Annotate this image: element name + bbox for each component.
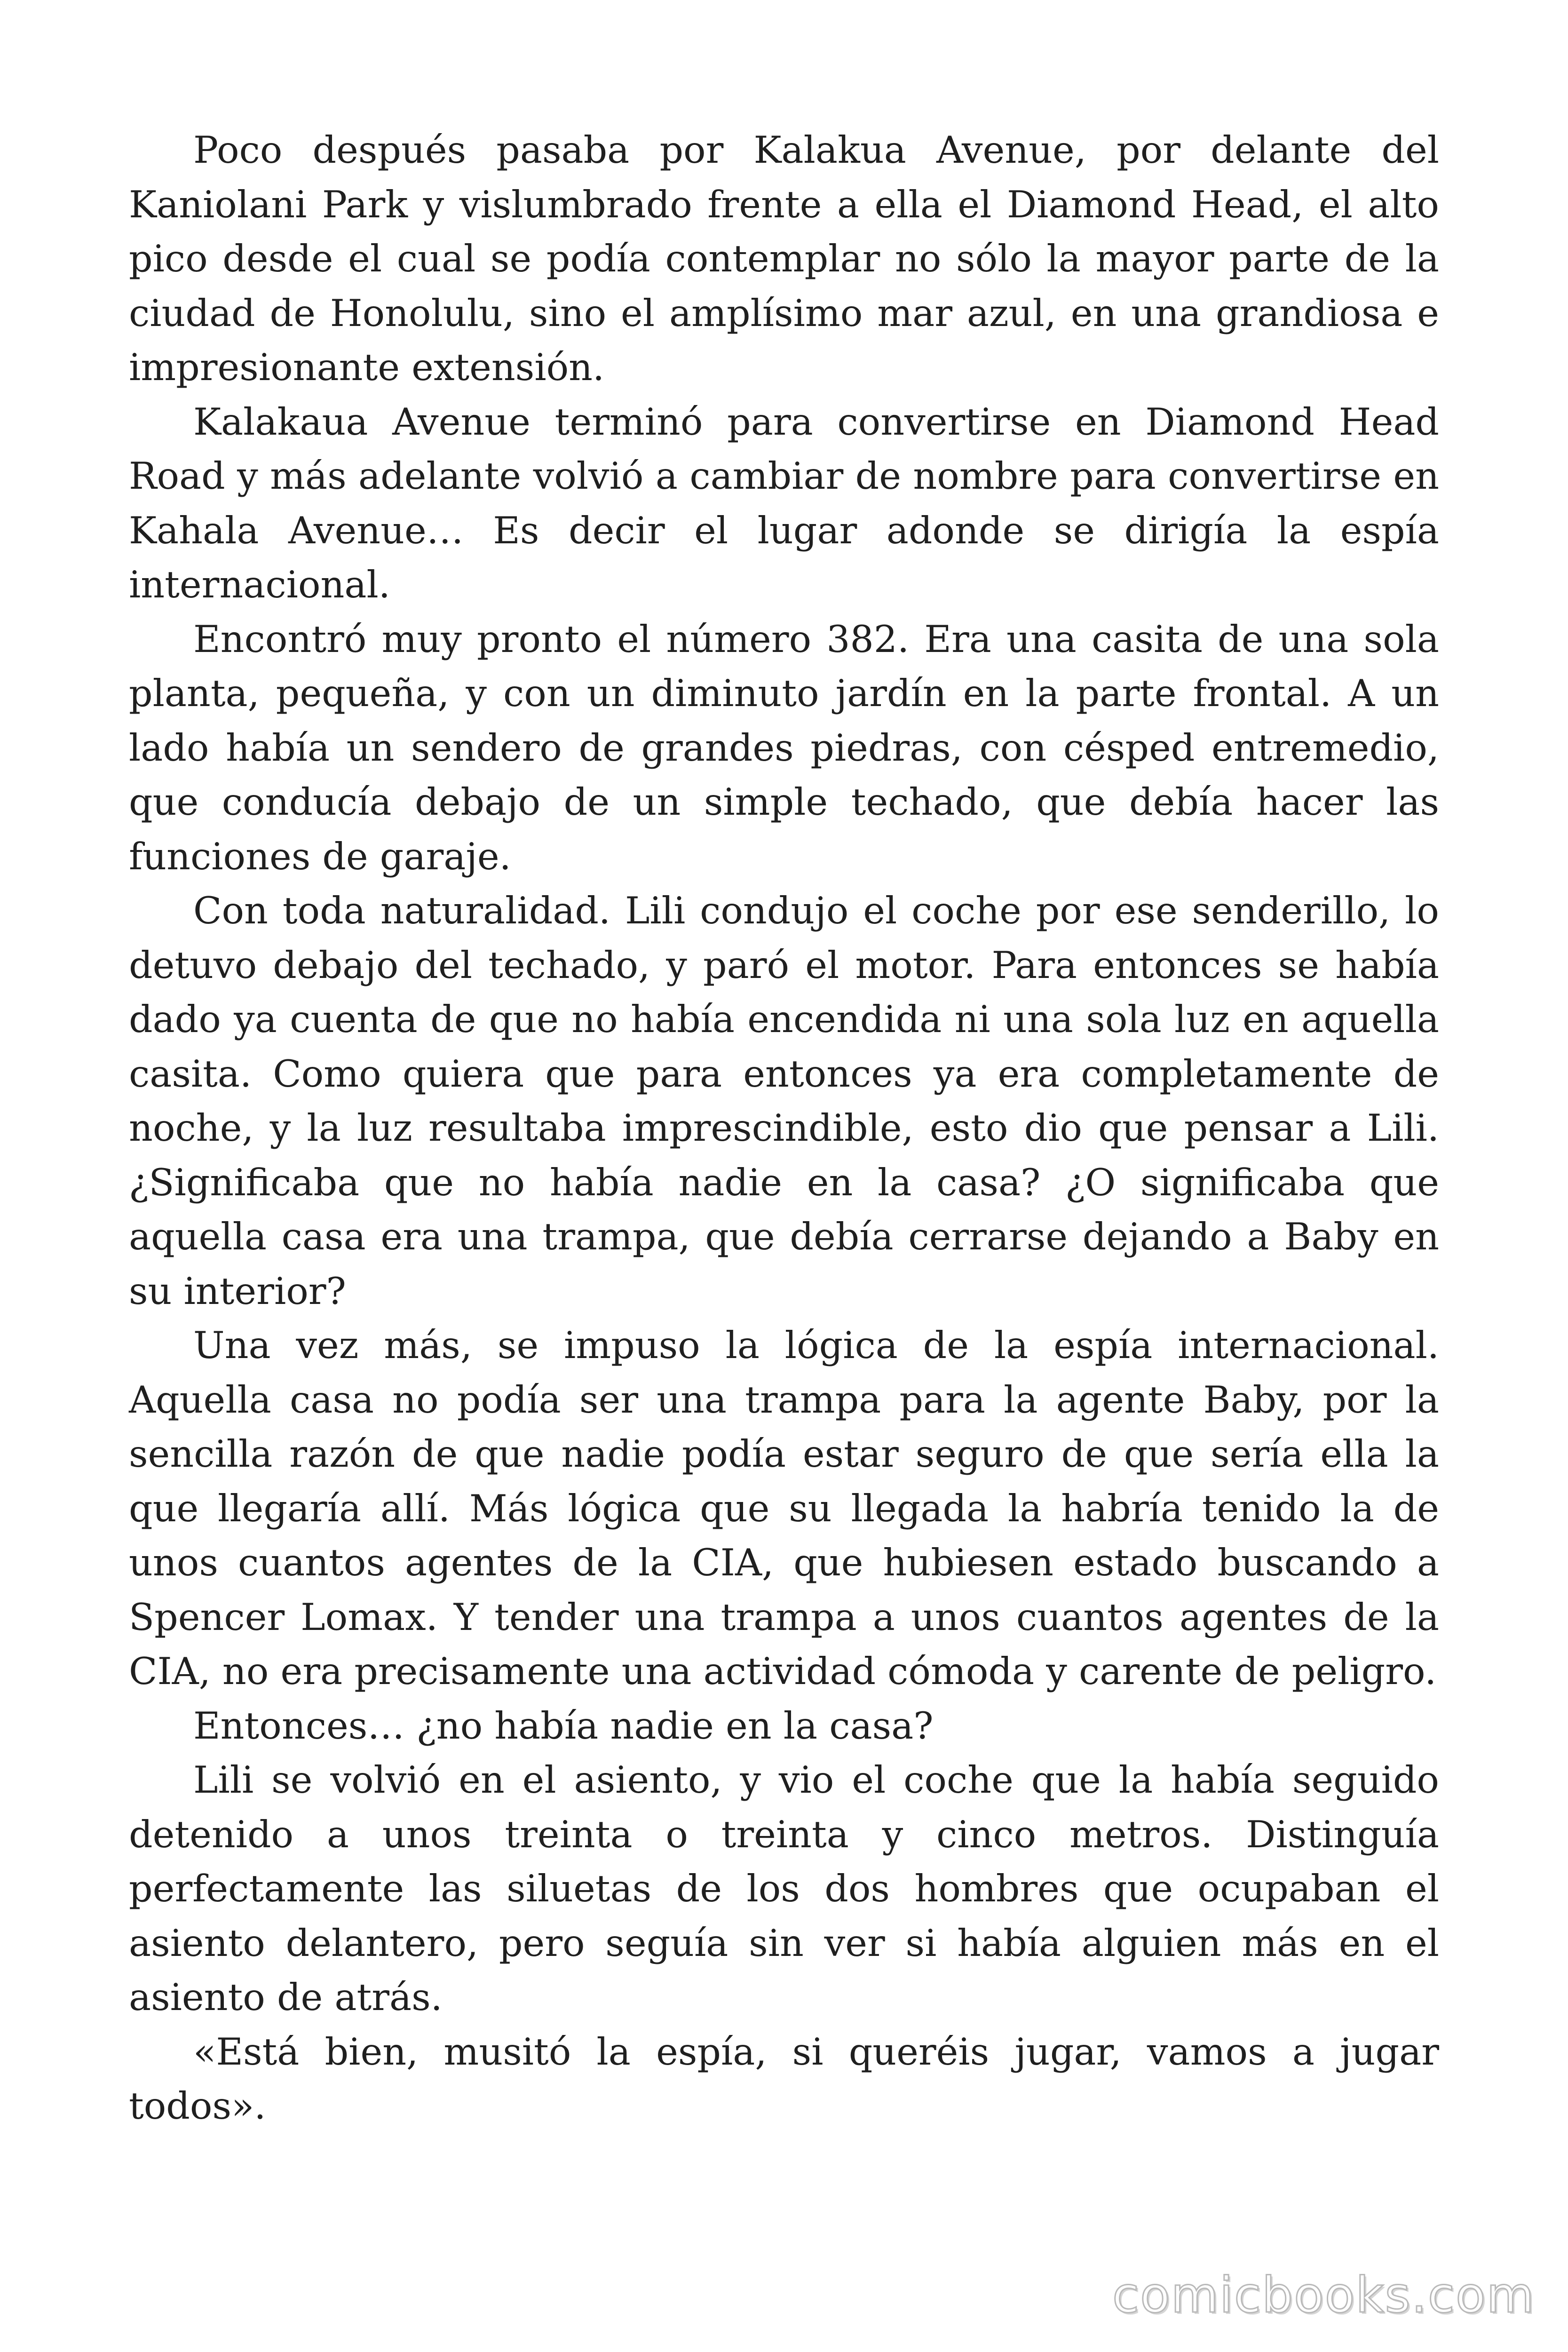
paragraph-3: Encontró muy pronto el número 382. Era una casita de una sola planta, pequeña, y con un diminuto jardín en la parte frontal. A un lado había un sendero de grandes piedras, con césped entremedio, que conducía debajo de un simple techado, que debía hacer las funciones de garaje. <box>129 617 1439 878</box>
watermark-logo: comicbooks.com <box>1112 2266 1535 2324</box>
body-text <box>129 123 1439 2134</box>
paragraph-5: Una vez más, se impuso la lógica de la espía internacional. Aquella casa no podía ser una trampa para la agente Baby, por la sencilla razón de que nadie podía estar seguro de que sería ella la que llegaría allí. Más lógica que su llegada la habría tenido la de unos cuantos agentes de la CIA, que hubiesen estado buscando a Spencer Lomax. Y tender una trampa a unos cuantos agentes de la CIA, no era precisamente una actividad cómoda y carente de peligro. <box>129 1324 1439 1693</box>
paragraph-7: Lili se volvió en el asiento, y vio el coche que la había seguido detenido a unos treinta o treinta y cinco metros. Distinguía perfectamente las siluetas de los dos hombres que ocupaban el asiento delantero, pero seguía sin ver si había alguien más en el asiento de atrás. <box>129 1758 1439 2019</box>
paragraph-6: Entonces… ¿no había nadie en la casa? <box>193 1704 934 1748</box>
paragraph-4: Con toda naturalidad. Lili condujo el coche por ese senderillo, lo detuvo debajo del techado, y paró el motor. Para entonces se había dado ya cuenta de que no había encendida ni una sola luz en aquella casita. Como quiera que para entonces ya era completamente de noche, y la luz resultaba imprescindible, esto dio que pensar a Lili. ¿Significaba que no había nadie en la casa? ¿O significaba que aquella casa era una trampa, que debía cerrarse dejando a Baby en su interior? <box>129 889 1439 1313</box>
paragraph-8: «Está bien, musitó la espía, si queréis jugar, vamos a jugar todos». <box>129 2030 1439 2128</box>
paragraph-2: Kalakaua Avenue terminó para convertirse en Diamond Head Road y más adelante volvió a cambiar de nombre para convertirse en Kahala Avenue… Es decir el lugar adonde se dirigía la espía internacional. <box>129 400 1439 606</box>
paragraph-1: Poco después pasaba por Kalakua Avenue, por delante del Kaniolani Park y vislumbrado frente a ella el Diamond Head, el alto pico desde el cual se podía contemplar no sólo la mayor parte de la ciudad de Honolulu, sino el amplísimo mar azul, en una grandiosa e impresionante extensión. <box>129 128 1439 389</box>
